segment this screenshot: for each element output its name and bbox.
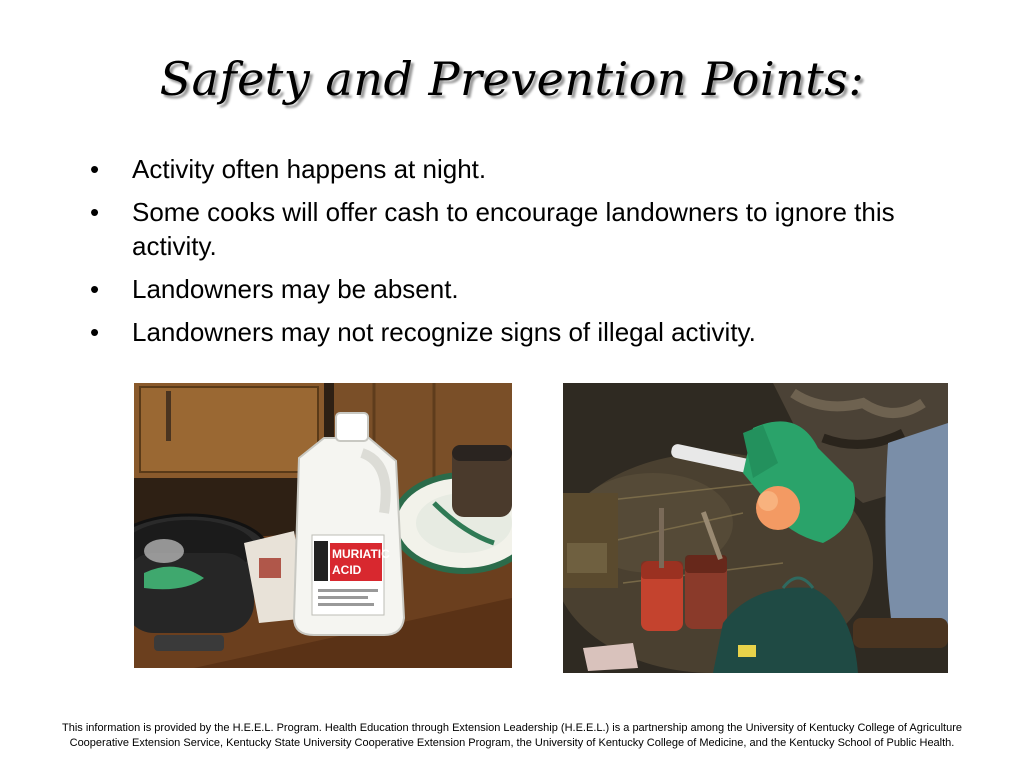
photo-muriatic-acid-jug bbox=[134, 383, 512, 668]
jug-label-line1: MURIATIC bbox=[332, 547, 390, 561]
bullet-item: • Some cooks will offer cash to encourage landowners to ignore this activity. bbox=[88, 195, 968, 263]
footer-line-2: Cooperative Extension Service, Kentucky State University Cooperative Extension Program, the University of Kentucky College of Medicine, and the Kentucky School of Public Health. bbox=[69, 737, 955, 749]
bullet-item: • Landowners may not recognize signs of illegal activity. bbox=[88, 315, 968, 349]
photo-right-illustration bbox=[563, 383, 948, 673]
footer-line-1: This information is provided by the H.E.E.L. Program. Health Education through Extension Leadership (H.E.E.L.) is a partnership among the University of Kentucky College of Agriculture bbox=[61, 722, 962, 734]
photo-left-illustration bbox=[134, 383, 512, 668]
bullet-item: • Activity often happens at night. bbox=[88, 152, 968, 186]
photo-gloved-hand-jars bbox=[563, 383, 948, 673]
bullet-item: • Landowners may be absent. bbox=[88, 272, 968, 306]
bullet-list bbox=[88, 152, 968, 358]
footer-disclaimer bbox=[10, 721, 1014, 751]
slide-title: Safety and Prevention Points: bbox=[159, 52, 865, 106]
jug-label-line2: ACID bbox=[332, 563, 362, 577]
